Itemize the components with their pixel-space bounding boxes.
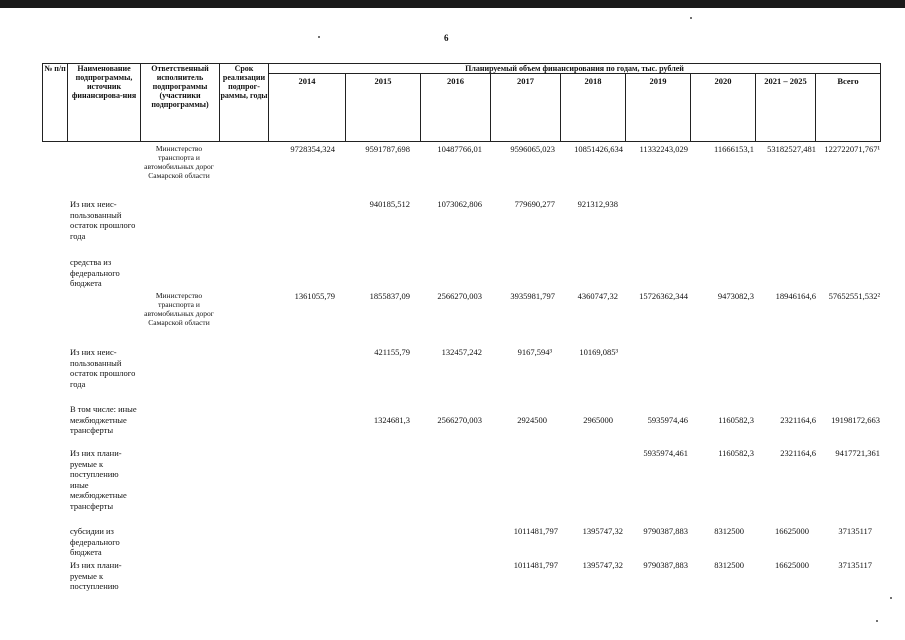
value-cell: 921312,938 (577, 199, 618, 209)
value-cell: 16625000 (775, 560, 809, 570)
value-cell: 1073062,806 (437, 199, 482, 209)
value-cell: 57652551,532² (828, 291, 880, 301)
header-year: 2018 (584, 76, 602, 86)
page-number: 6 (444, 33, 449, 43)
value-cell: 2965000 (583, 415, 613, 425)
value-cell: 1011481,797 (513, 560, 558, 570)
value-cell: 15726362,344 (639, 291, 688, 301)
header-total: Всего (837, 76, 859, 86)
value-cell: 132457,242 (441, 347, 482, 357)
value-cell: 9790387,883 (643, 560, 688, 570)
value-cell: 16625000 (775, 526, 809, 536)
value-cell: 940185,512 (369, 199, 410, 209)
scan-speck (876, 620, 878, 622)
value-cell: 2321164,6 (780, 415, 816, 425)
value-cell: 8312500 (714, 560, 744, 570)
value-cell: 9167,594³ (517, 347, 552, 357)
row-label: субсидии из федерального бюджета (70, 526, 120, 557)
header-responsible: Ответственный исполнитель подпрограммы (участники подпрограммы) (151, 64, 209, 109)
header-number: № п/п (44, 64, 66, 73)
value-cell: 1395747,32 (582, 560, 623, 570)
header-year: 2019 (649, 76, 667, 86)
value-cell: 10169,085³ (579, 347, 618, 357)
value-cell: 2321164,6 (780, 448, 816, 458)
value-cell: 8312500 (714, 526, 744, 536)
value-cell: 9728354,324 (290, 144, 335, 154)
header-period: Срок реализации подпрог-раммы, годы (220, 64, 268, 100)
value-cell: 1160582,3 (718, 415, 754, 425)
value-cell: 11666153,1 (713, 144, 754, 154)
scan-speck (318, 36, 320, 38)
value-cell: 9473082,3 (717, 291, 754, 301)
value-cell: 10487766,01 (437, 144, 482, 154)
header-year: 2014 (298, 76, 316, 86)
value-cell: 2566270,003 (437, 291, 482, 301)
value-cell: 2566270,003 (437, 415, 482, 425)
value-cell: 1324681,3 (373, 415, 410, 425)
row-label: средства из федерального бюджета (70, 257, 120, 288)
value-cell: 1395747,32 (582, 526, 623, 536)
value-cell: 4360747,32 (577, 291, 618, 301)
row-label: Из них плани-руемые к поступлению иные межбюджетные трансферты (70, 448, 127, 511)
value-cell: 37135117 (838, 526, 872, 536)
header-year: 2021 – 2025 (764, 76, 807, 86)
top-border-bar (0, 0, 905, 8)
value-cell: 421155,79 (374, 347, 410, 357)
value-cell: 19198172,663 (831, 415, 880, 425)
header-year: 2017 (517, 76, 534, 86)
value-cell: 18946164,6 (775, 291, 816, 301)
row-label: Из них неис-пользованный остаток прошлого года (70, 347, 136, 389)
value-cell: 2924500 (517, 415, 547, 425)
value-cell: 5935974,46 (647, 415, 688, 425)
value-cell: 11332243,029 (639, 144, 688, 154)
row-label: В том числе: иные межбюджетные трансферты (70, 404, 137, 435)
value-cell: 9596065,023 (510, 144, 555, 154)
value-cell: 10851426,634 (574, 144, 623, 154)
scan-speck (890, 597, 892, 599)
row-label: Из них плани-руемые к поступлению (70, 560, 122, 591)
header-year: 2016 (447, 76, 464, 86)
value-cell: 9591787,698 (365, 144, 410, 154)
value-cell: 9417721,361 (835, 448, 880, 458)
header-financing-title: Планируемый объем финансирования по годам, тыс. рублей (465, 64, 684, 73)
value-cell: 1855837,09 (369, 291, 410, 301)
header-year: 2020 (714, 76, 732, 86)
responsible-executor: Министерство транспорта и автомобильных дорог Самарской области (144, 144, 214, 180)
value-cell: 122722071,767¹ (824, 144, 880, 154)
responsible-executor: Министерство транспорта и автомобильных дорог Самарской области (144, 291, 214, 327)
value-cell: 37135117 (838, 560, 872, 570)
row-label: Из них неис-пользованный остаток прошлого года (70, 199, 136, 241)
scan-speck (690, 17, 692, 19)
value-cell: 5935974,461 (643, 448, 688, 458)
value-cell: 779690,277 (514, 199, 555, 209)
value-cell: 1011481,797 (513, 526, 558, 536)
value-cell: 1160582,3 (718, 448, 754, 458)
value-cell: 1361055,79 (294, 291, 335, 301)
header-year: 2015 (374, 76, 392, 86)
value-cell: 53182527,481 (767, 144, 816, 154)
value-cell: 9790387,883 (643, 526, 688, 536)
header-subprogram-name: Наименование подпрограммы, источник финансирова-ния (71, 64, 137, 100)
value-cell: 3935981,797 (510, 291, 555, 301)
